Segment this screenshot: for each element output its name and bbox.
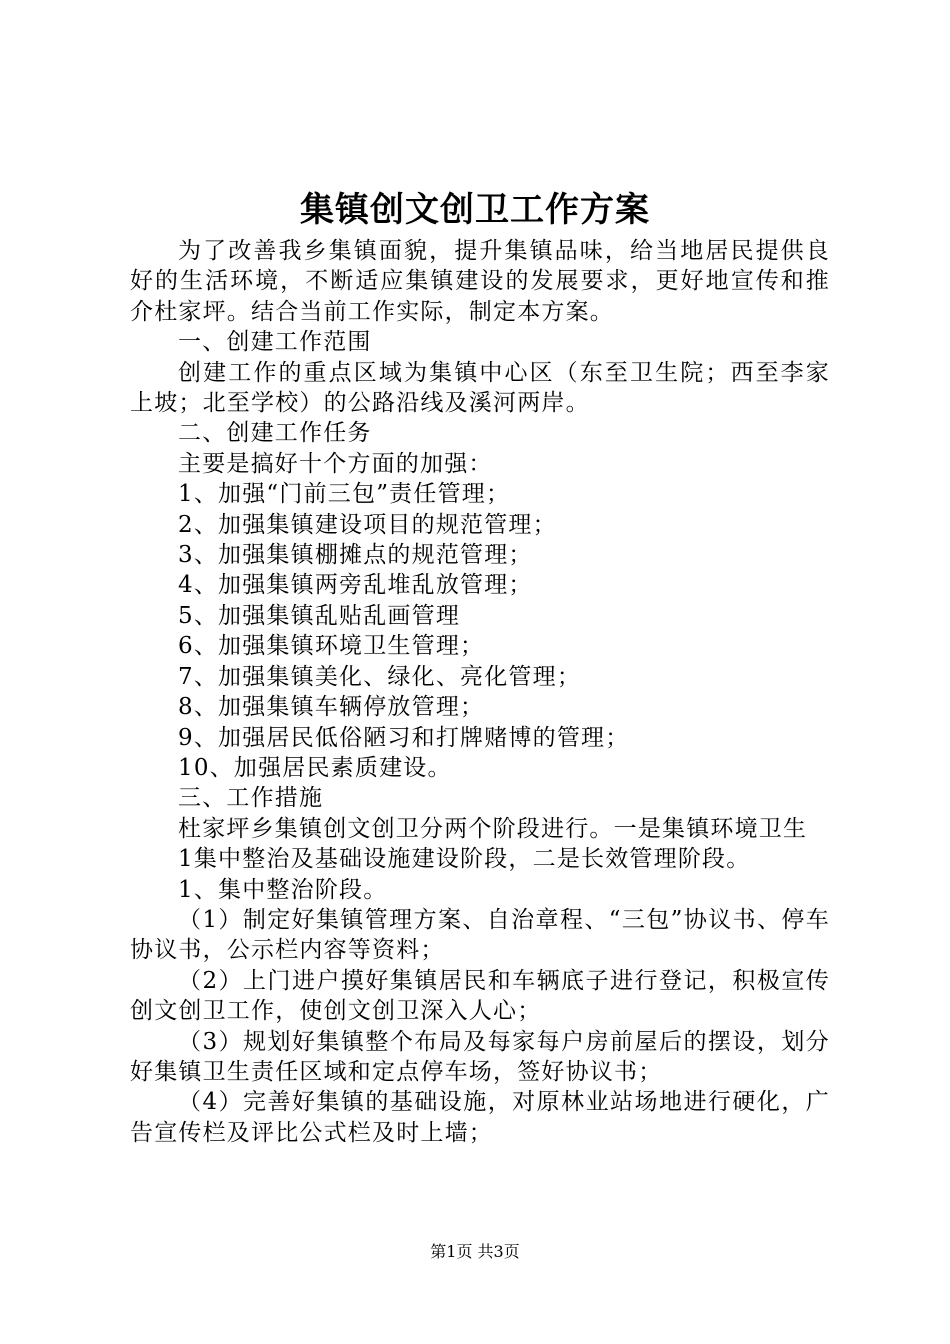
list-item: （2）上门进户摸好集镇居民和车辆底子进行登记，积极宣传创文创卫工作，使创文创卫深入人心； [130,967,830,1025]
document-title: 集镇创文创卫工作方案 [300,190,650,230]
section-heading-tasks: 二、创建工作任务 [178,420,372,447]
list-item: 10、加强居民素质建设。 [178,754,452,781]
page-number: 第1页 共3页 [430,1242,520,1261]
paragraph-measures: 杜家坪乡集镇创文创卫分两个阶段进行。一是集镇环境卫生 [178,815,808,842]
list-item: 8、加强集镇车辆停放管理； [178,694,485,721]
section-heading-scope: 一、创建工作范围 [178,329,372,356]
document-body [130,236,830,1148]
list-item: 6、加强集镇环境卫生管理； [178,633,485,660]
paragraph-intro: 为了改善我乡集镇面貌，提升集镇品味，给当地居民提供良好的生活环境，不断适应集镇建设的发展要求，更好地宣传和推介杜家坪。结合当前工作实际，制定本方案。 [130,238,830,325]
list-item: （4）完善好集镇的基础设施，对原林业站场地进行硬化，广告宣传栏及评比公式栏及时上墙； [130,1089,830,1146]
section-heading-measures: 三、工作措施 [178,785,324,812]
list-item: 2、加强集镇建设项目的规范管理； [178,511,557,538]
list-item: 5、加强集镇乱贴乱画管理 [178,602,461,629]
list-item: 4、加强集镇两旁乱堆乱放管理； [178,572,533,599]
list-item: 1、加强“门前三包”责任管理； [178,481,511,508]
list-item: 9、加强居民低俗陋习和打牌赌博的管理； [178,724,630,751]
list-item: 7、加强集镇美化、绿化、亮化管理； [178,663,582,690]
paragraph-tasks-intro: 主要是搞好十个方面的加强： [178,450,493,477]
paragraph-scope: 创建工作的重点区域为集镇中心区（东至卫生院；西至李家上坡；北至学校）的公路沿线及溪河两岸。 [130,359,830,417]
list-item: （1）制定好集镇管理方案、自治章程、“三包”协议书、停车协议书，公示栏内容等资料； [130,906,830,964]
subheading-phase-one: 1、集中整治阶段。 [178,876,388,903]
list-item: （3）规划好集镇整个布局及每家每户房前屋后的摆设，划分好集镇卫生责任区域和定点停车场，签好协议书； [130,1028,830,1085]
paragraph-measures-cont: 1集中整治及基础设施建设阶段，二是长效管理阶段。 [178,846,751,873]
list-item: 3、加强集镇棚摊点的规范管理； [178,542,533,569]
